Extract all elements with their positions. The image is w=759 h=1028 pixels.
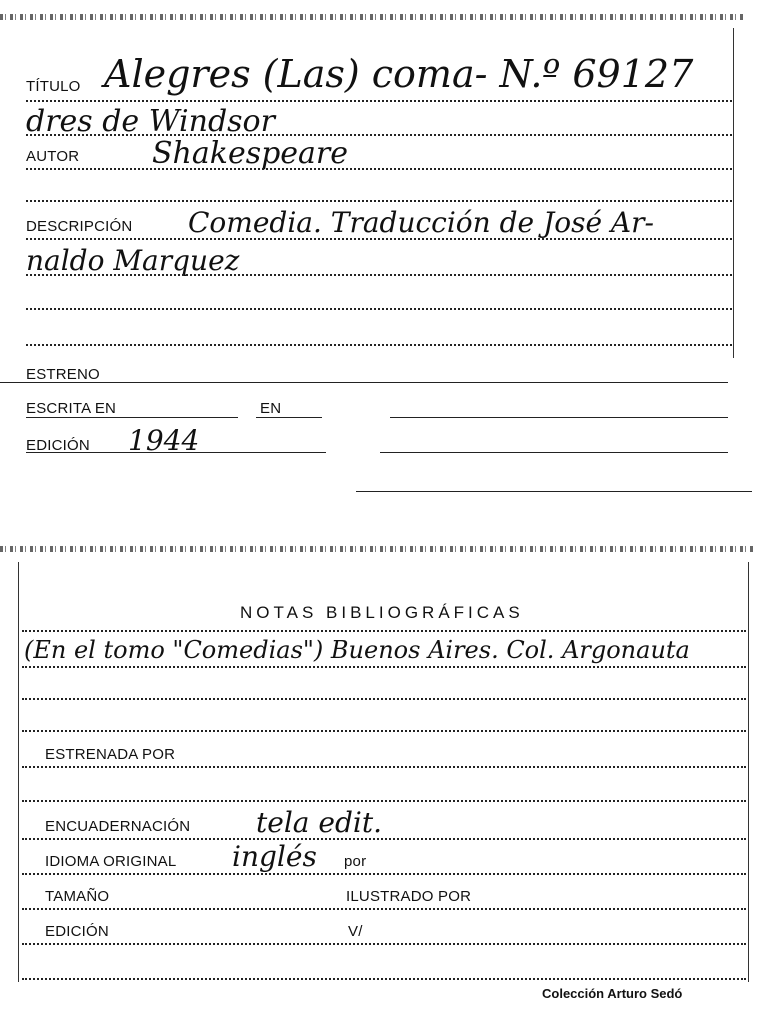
bottom-blank-line (22, 978, 746, 980)
v-label: V/ (348, 923, 363, 940)
bottom-card-left-border (18, 562, 19, 982)
autor-line (26, 168, 732, 170)
tamano-line (22, 908, 746, 910)
titulo-value-cont: dres de Windsor (26, 104, 275, 139)
notas-title: NOTAS BIBLIOGRÁFICAS (240, 603, 524, 622)
tamano-label: TAMAÑO (45, 888, 110, 905)
edicion-line-right (380, 452, 728, 453)
edicion-line (26, 452, 326, 453)
edicion-bottom-line (22, 943, 746, 945)
blank-line-2 (26, 308, 732, 310)
idioma-line (22, 873, 746, 875)
encuadernacion-line (22, 838, 746, 840)
escrita-en-label: ESCRITA EN (26, 400, 117, 417)
notas-line (22, 666, 746, 668)
titulo-label: TÍTULO (26, 78, 81, 95)
por-label: por (344, 853, 367, 870)
descripcion-line (26, 238, 732, 240)
edicion-value: 1944 (128, 424, 200, 457)
en-line-right (390, 417, 728, 418)
encuadernacion-label: ENCUADERNACIÓN (45, 818, 191, 835)
descripcion-value-cont: naldo Marquez (26, 244, 240, 277)
estrenada-blank-line (22, 800, 746, 802)
autor-label: AUTOR (26, 148, 80, 165)
titulo-line (26, 100, 732, 102)
escrita-line (26, 417, 238, 418)
edicion-bottom-label: EDICIÓN (45, 923, 109, 940)
top-card-right-border (733, 28, 734, 358)
notas-blank-line-1 (22, 698, 746, 700)
titulo-value: Alegres (Las) coma- N.º 69127 (104, 52, 694, 96)
idioma-value: inglés (232, 840, 317, 873)
estrenada-label: ESTRENADA POR (45, 746, 176, 763)
descripcion-value: Comedia. Traducción de José Ar- (188, 206, 654, 239)
estrenada-line (22, 766, 746, 768)
blank-line-1 (26, 200, 732, 202)
encuadernacion-value: tela edit. (256, 806, 382, 839)
notas-top-line (22, 630, 746, 632)
autor-value: Shakespeare (152, 136, 349, 171)
en-line (256, 417, 322, 418)
en-label: EN (260, 400, 282, 417)
notas-value: (En el tomo "Comedias") Buenos Aires. Col. Argonauta (24, 636, 690, 664)
estreno-line (0, 382, 728, 383)
footer-collection: Colección Arturo Sedó (542, 986, 683, 1001)
edicion-label: EDICIÓN (26, 437, 90, 454)
bottom-card-right-border (748, 562, 749, 982)
blank-line-3 (26, 344, 732, 346)
titulo-cont-line (26, 134, 732, 136)
notas-blank-line-2 (22, 730, 746, 732)
estreno-label: ESTRENO (26, 366, 100, 383)
descripcion-label: DESCRIPCIÓN (26, 218, 133, 235)
idioma-label: IDIOMA ORIGINAL (45, 853, 177, 870)
top-card-edge (0, 14, 745, 20)
bottom-card-edge (0, 546, 755, 552)
top-card-bottom-edge (356, 491, 752, 492)
descripcion-cont-line (26, 274, 732, 276)
ilustrado-label: ILUSTRADO POR (346, 888, 472, 905)
